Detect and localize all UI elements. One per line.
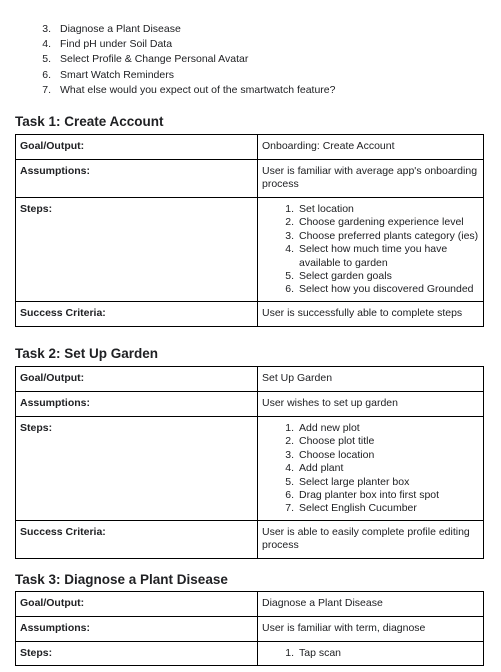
goal-label: Goal/Output: xyxy=(16,135,258,160)
step-item: 5. Select large planter box xyxy=(285,475,410,488)
table-row xyxy=(16,520,484,558)
assumptions-label: Assumptions: xyxy=(16,617,258,642)
list-item: 5. Select Profile & Change Personal Avatar xyxy=(42,53,249,66)
assumptions-value: User wishes to set up garden xyxy=(258,392,484,417)
table-row xyxy=(16,617,484,642)
goal-value: Onboarding: Create Account xyxy=(258,135,484,160)
steps-value xyxy=(258,417,484,521)
step-item: 6. Select how you discovered Grounded xyxy=(285,283,474,296)
success-criteria-value: User is able to easily complete profile editing process xyxy=(258,520,484,558)
goal-label: Goal/Output: xyxy=(16,592,258,617)
task-2-table xyxy=(15,366,484,559)
goal-value: Diagnose a Plant Disease xyxy=(258,592,484,617)
task-3-table xyxy=(15,591,484,666)
steps-value xyxy=(258,642,484,666)
step-item: 1. Add new plot xyxy=(285,422,360,434)
task-1-heading: Task 1: Create Account xyxy=(15,114,164,129)
steps-list xyxy=(262,203,479,297)
list-item: 4. Find pH under Soil Data xyxy=(42,38,173,51)
goal-label: Goal/Output: xyxy=(16,367,258,392)
steps-value xyxy=(258,198,484,302)
table-row xyxy=(16,592,484,617)
task-3-heading: Task 3: Diagnose a Plant Disease xyxy=(15,572,228,587)
step-item: 5. Select garden goals xyxy=(285,270,392,283)
steps-label: Steps: xyxy=(16,642,258,666)
table-row xyxy=(16,135,484,160)
step-item: 1. Set location xyxy=(285,203,354,215)
goal-value: Set Up Garden xyxy=(258,367,484,392)
assumptions-label: Assumptions: xyxy=(16,392,258,417)
table-row xyxy=(16,160,484,198)
list-item: 7. What else would you expect out of the smartwatch feature? xyxy=(42,83,336,96)
table-row xyxy=(16,642,484,666)
list-item: 6. Smart Watch Reminders xyxy=(42,68,174,81)
success-criteria-label: Success Criteria: xyxy=(16,302,258,327)
success-criteria-value: User is successfully able to complete steps xyxy=(258,302,484,327)
steps-list xyxy=(262,422,479,516)
task-1-table xyxy=(15,134,484,327)
assumptions-value: User is familiar with average app's onboarding process xyxy=(258,160,484,198)
task-overview-list xyxy=(33,22,335,98)
step-item: 2. Choose plot title xyxy=(285,435,375,448)
step-item: 7. Select English Cucumber xyxy=(285,502,417,515)
step-item: 3. Choose location xyxy=(285,448,375,461)
step-item: 4. Add plant xyxy=(285,462,344,475)
step-item: 6. Drag planter box into first spot xyxy=(285,489,440,502)
step-item: 2. Choose gardening experience level xyxy=(285,216,464,229)
step-item: 3. Choose preferred plants category (ies) xyxy=(285,229,479,242)
steps-label: Steps: xyxy=(16,417,258,521)
list-item: 3. Diagnose a Plant Disease xyxy=(42,23,181,35)
step-item: 1. Tap scan xyxy=(285,647,342,659)
table-row xyxy=(16,198,484,302)
step-item: 4. Select how much time you have available to garden xyxy=(285,243,448,269)
assumptions-label: Assumptions: xyxy=(16,160,258,198)
table-row xyxy=(16,417,484,521)
table-row xyxy=(16,392,484,417)
steps-label: Steps: xyxy=(16,198,258,302)
table-row xyxy=(16,367,484,392)
assumptions-value: User is familiar with term, diagnose xyxy=(258,617,484,642)
task-2-heading: Task 2: Set Up Garden xyxy=(15,346,159,361)
table-row xyxy=(16,302,484,327)
steps-list xyxy=(262,647,479,660)
success-criteria-label: Success Criteria: xyxy=(16,520,258,558)
